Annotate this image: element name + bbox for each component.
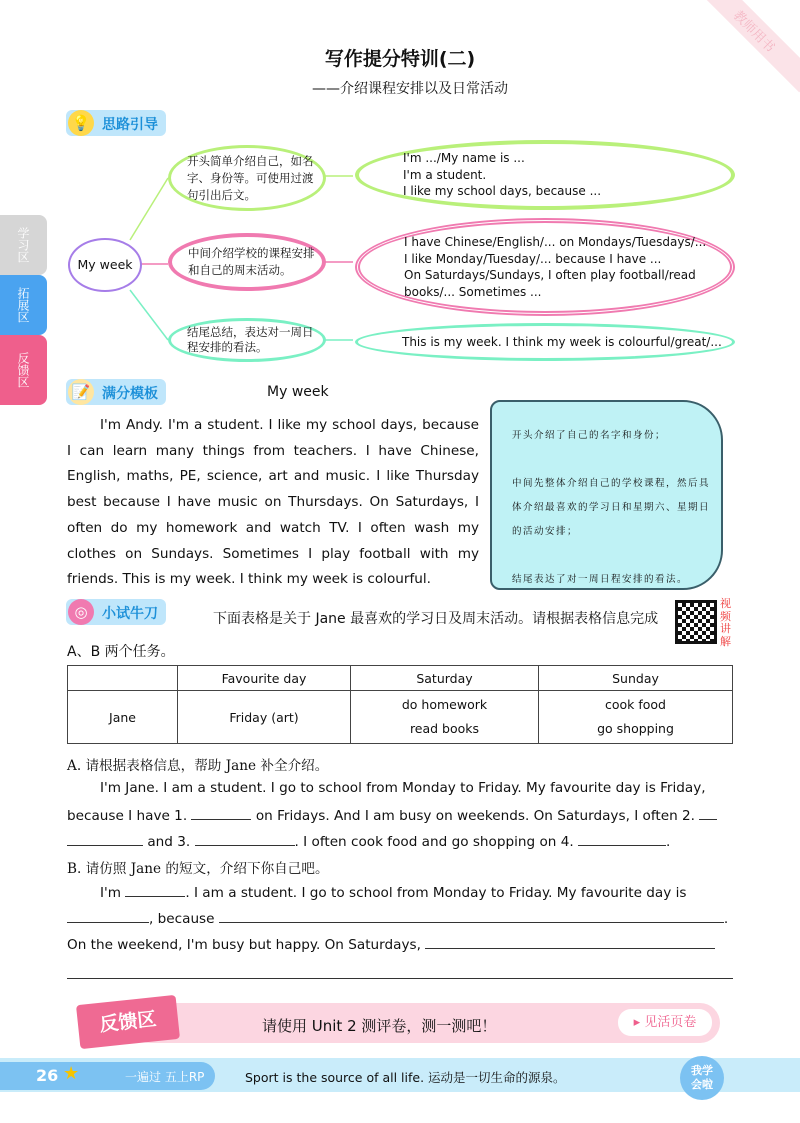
cell-saturday: read books <box>409 721 480 736</box>
lightbulb-icon: 💡 <box>68 110 94 136</box>
feedback-label: 反馈区 <box>76 995 180 1049</box>
see-worksheet-button[interactable] <box>618 1009 712 1036</box>
footer-motto: Sport is the source of all life. 运动是一切生命的源泉。 <box>245 1070 566 1085</box>
blank-2b[interactable] <box>67 832 143 846</box>
task-a-label: A. 请根据表格信息，帮助 Jane 补全介绍。 <box>67 758 329 774</box>
section-label: 满分模板 <box>102 386 158 402</box>
note-item: 开头介绍了自己的名字和身份； <box>512 430 667 441</box>
button-label: 见活页卷 <box>644 1015 697 1030</box>
practice-instruction: 下面表格是关于 Jane 最喜欢的学习日及周末活动。请根据表格信息完成 A、B 两个任务。 <box>67 611 659 660</box>
step3-en <box>355 323 735 361</box>
page-title: 写作提分特训(二) <box>324 48 476 70</box>
en-line: I'm a student. <box>403 167 487 182</box>
step1-en <box>355 140 735 210</box>
tab-study[interactable]: 学习区 <box>0 215 47 275</box>
text: . I am a student. I go to school from Monday to Friday. My favourite day is <box>185 885 687 901</box>
blank-day[interactable] <box>67 909 149 923</box>
mindmap-center: My week <box>68 238 142 292</box>
cell-name: Jane <box>68 691 178 744</box>
note-item: 结尾表达了对一周日程安排的看法。 <box>512 574 689 585</box>
tab-extend[interactable]: 拓展区 <box>0 275 47 335</box>
en-line: I have Chinese/English/... on Mondays/Tuesdays/... <box>404 235 707 249</box>
target-icon: ◎ <box>68 599 94 625</box>
table-row <box>68 691 733 744</box>
page-subtitle: ——介绍课程安排以及日常活动 <box>312 81 508 97</box>
text: and 3. <box>147 834 191 850</box>
blank-saturday[interactable] <box>425 935 715 949</box>
blank-name[interactable] <box>125 883 185 897</box>
cell-saturday: do homework <box>401 697 488 712</box>
en-line: I like my school days, because ... <box>403 184 602 199</box>
blank-reason[interactable] <box>219 909 724 923</box>
table-header: Saturday <box>351 666 539 691</box>
task-b-label: B. 请仿照 Jane 的短文，介绍下你自己吧。 <box>67 861 329 877</box>
section-template-badge <box>66 379 166 405</box>
text: . I often cook food and go shopping on 4. <box>294 834 574 850</box>
blank-1[interactable] <box>191 806 251 820</box>
table-header: Favourite day <box>178 666 351 691</box>
text: . <box>666 834 671 850</box>
task-b-line1 <box>67 883 733 901</box>
en-line: This is my week. I think my week is colourful/great/... <box>402 334 722 349</box>
section-label: 思路引导 <box>102 117 158 133</box>
play-icon: ▸ <box>633 1015 645 1030</box>
step2-cn: 中间介绍学校的课程安排和自己的周末活动。 <box>168 233 326 291</box>
table-header: Sunday <box>539 666 733 691</box>
note-item: 中间先整体介绍自己的学校课程，然后具体介绍最喜欢的学习日和星期六、星期日的活动安排； <box>512 478 711 537</box>
essay-title: My week <box>267 384 329 400</box>
table-header <box>68 666 178 691</box>
page-number: 26 <box>36 1066 59 1085</box>
en-line: I like Monday/Tuesday/... because I have ... <box>404 251 662 266</box>
text: on Fridays. And I am busy on weekends. On Saturdays, I often 2. <box>255 808 695 824</box>
task-b-line3 <box>67 935 733 953</box>
star-mascot-icon: ★ <box>63 1063 80 1084</box>
blank-3[interactable] <box>195 832 295 846</box>
en-line: I'm .../My name is ... <box>403 151 525 166</box>
step1-cn: 开头简单介绍自己，如名字、身份等。可使用过渡句引出后文。 <box>168 145 326 211</box>
cell-day: Friday (art) <box>178 691 351 744</box>
step3-cn: 结尾总结，表达对一周日程安排的看法。 <box>168 318 326 362</box>
text: On the weekend, I'm busy but happy. On Saturdays, <box>67 937 421 953</box>
essay-text: I'm Andy. I'm a student. I like my school days, because I can learn many things from teachers. I have Chinese, English, maths, PE, science, art and music. I like Thursday best because I have music on Thursdays. On Saturdays, I often do my homework and watch TV. I often wash my clothes on Sundays. Sometimes I play football with my friends. This is my week. I think my week is colourful. <box>67 417 479 588</box>
learned-badge: 我学会啦 <box>680 1056 724 1100</box>
text: . <box>723 911 729 927</box>
task-a-line2 <box>67 806 733 824</box>
cell-sunday: cook food <box>604 697 666 712</box>
task-b-line2 <box>67 909 733 927</box>
qr-code[interactable] <box>675 600 717 644</box>
en-line: On Saturdays/Sundays, I often play football/read <box>404 268 696 282</box>
step2-en <box>355 218 735 316</box>
tab-feedback[interactable]: 反馈区 <box>0 335 47 405</box>
text: , because <box>149 911 215 927</box>
book-title: 一遍过 五上RP <box>125 1070 205 1084</box>
text: I'm <box>100 885 121 901</box>
section-label: 小试牛刀 <box>102 606 158 622</box>
activity-table <box>67 665 733 744</box>
essay-notes <box>490 400 723 590</box>
en-line: books/... Sometimes ... <box>404 284 542 299</box>
task-a-line1: I'm Jane. I am a student. I go to school from Monday to Friday. My favourite day is Friday, <box>100 780 706 796</box>
cell-sunday: go shopping <box>597 721 674 736</box>
task-a-line3 <box>67 832 733 850</box>
blank-4[interactable] <box>578 832 666 846</box>
notepad-icon: 📝 <box>68 379 94 405</box>
answer-line[interactable] <box>67 978 733 979</box>
video-label[interactable]: 视频讲解 <box>720 597 731 648</box>
watermark: 教师用书 <box>693 0 800 92</box>
blank-2a[interactable] <box>699 806 717 820</box>
feedback-text: 请使用 Unit 2 测评卷，测一测吧！ <box>262 1017 497 1035</box>
text: because I have 1. <box>67 808 188 824</box>
